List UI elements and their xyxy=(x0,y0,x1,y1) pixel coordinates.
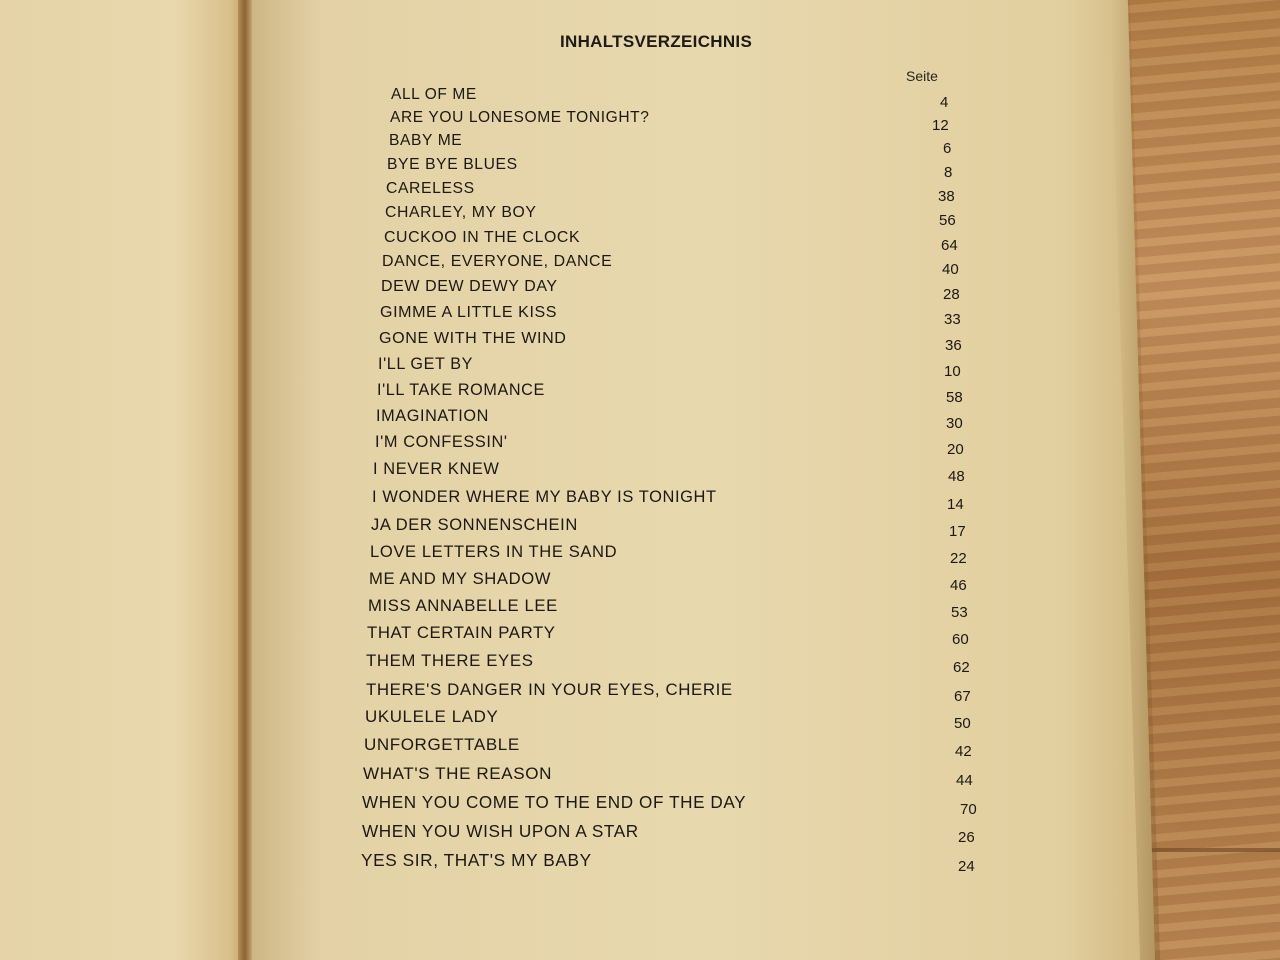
toc-entry-page: 50 xyxy=(954,715,971,732)
toc-entry-page: 42 xyxy=(955,743,972,760)
toc-entry-title: WHEN YOU WISH UPON A STAR xyxy=(362,821,639,841)
toc-entry-title: CUCKOO IN THE CLOCK xyxy=(384,229,581,246)
toc-entry-page: 62 xyxy=(953,659,970,676)
toc-entry-title: I NEVER KNEW xyxy=(373,460,500,478)
toc-entry-title: GIMME A LITTLE KISS xyxy=(380,303,558,321)
toc-entry-title: DANCE, EVERYONE, DANCE xyxy=(382,253,613,270)
toc-entry-title: ALL OF ME xyxy=(391,86,477,103)
toc-entry-page: 70 xyxy=(960,801,977,818)
toc-entry-page: 17 xyxy=(949,523,966,540)
toc-title: INHALTSVERZEICHNIS xyxy=(560,32,753,51)
toc-entry-page: 67 xyxy=(954,688,971,705)
toc-entry-page: 33 xyxy=(944,311,961,328)
left-page xyxy=(0,0,250,960)
toc-entry-title: UKULELE LADY xyxy=(365,707,499,726)
toc-entry-page: 44 xyxy=(956,772,973,789)
toc-entry-title: THEM THERE EYES xyxy=(366,651,534,670)
toc-entry-page: 4 xyxy=(940,94,949,111)
toc-entry-title: WHEN YOU COME TO THE END OF THE DAY xyxy=(362,793,747,812)
toc-entry-title: GONE WITH THE WIND xyxy=(379,329,567,347)
toc-entry-title: DEW DEW DEWY DAY xyxy=(381,278,558,295)
toc-entry-title: CARELESS xyxy=(386,180,475,197)
toc-entry-title: THAT CERTAIN PARTY xyxy=(367,623,556,642)
toc-entry-title: BYE BYE BLUES xyxy=(387,156,518,173)
toc-entry-page: 36 xyxy=(945,337,962,354)
toc-entry-page: 60 xyxy=(952,631,969,648)
toc-entry-page: 38 xyxy=(938,188,955,205)
toc-entry-page: 30 xyxy=(946,415,963,432)
toc-entry-title: THERE'S DANGER IN YOUR EYES, CHERIE xyxy=(366,680,733,699)
toc-entry-page: 58 xyxy=(946,389,963,406)
toc-entry-title: BABY ME xyxy=(389,132,463,149)
toc-entry-page: 22 xyxy=(950,550,967,567)
toc-entry-page: 10 xyxy=(944,363,961,380)
book-gutter xyxy=(238,0,252,960)
right-page xyxy=(250,0,1155,960)
toc-entry-title: ARE YOU LONESOME TONIGHT? xyxy=(390,109,650,126)
toc-entry-title: JA DER SONNENSCHEIN xyxy=(371,515,578,534)
toc-entry-page: 40 xyxy=(942,261,959,278)
toc-entry-page: 56 xyxy=(939,212,956,229)
toc-entry-page: 46 xyxy=(950,577,967,594)
toc-entry-title: IMAGINATION xyxy=(376,407,489,425)
toc-entry-title: YES SIR, THAT'S MY BABY xyxy=(361,850,592,870)
toc-entry-title: MISS ANNABELLE LEE xyxy=(368,596,558,615)
toc-entry-title: CHARLEY, MY BOY xyxy=(385,204,537,221)
toc-entry-title: WHAT'S THE REASON xyxy=(363,764,552,783)
toc-entry-page: 8 xyxy=(944,164,953,181)
toc-entry-title: I'M CONFESSIN' xyxy=(375,433,508,451)
toc-entry-page: 53 xyxy=(951,604,968,621)
toc-entry-page: 26 xyxy=(958,829,975,846)
toc-entry-page: 24 xyxy=(958,858,975,875)
page-column-header: Seite xyxy=(906,68,938,84)
toc-entry-page: 6 xyxy=(943,140,952,157)
toc-entry-page: 20 xyxy=(947,441,964,458)
toc-entry-title: I'LL GET BY xyxy=(378,355,473,373)
toc-entry-title: I'LL TAKE ROMANCE xyxy=(377,381,545,399)
toc-entry-title: I WONDER WHERE MY BABY IS TONIGHT xyxy=(372,488,717,506)
toc-entry-title: UNFORGETTABLE xyxy=(364,735,520,754)
toc-entry-page: 28 xyxy=(943,286,960,303)
toc-entry-title: LOVE LETTERS IN THE SAND xyxy=(370,542,618,561)
toc-entry-page: 48 xyxy=(948,468,965,485)
toc-entry-title: ME AND MY SHADOW xyxy=(369,569,552,588)
toc-entry-page: 14 xyxy=(947,496,964,513)
toc-entry-page: 12 xyxy=(932,117,949,134)
toc-entry-page: 64 xyxy=(941,237,958,254)
